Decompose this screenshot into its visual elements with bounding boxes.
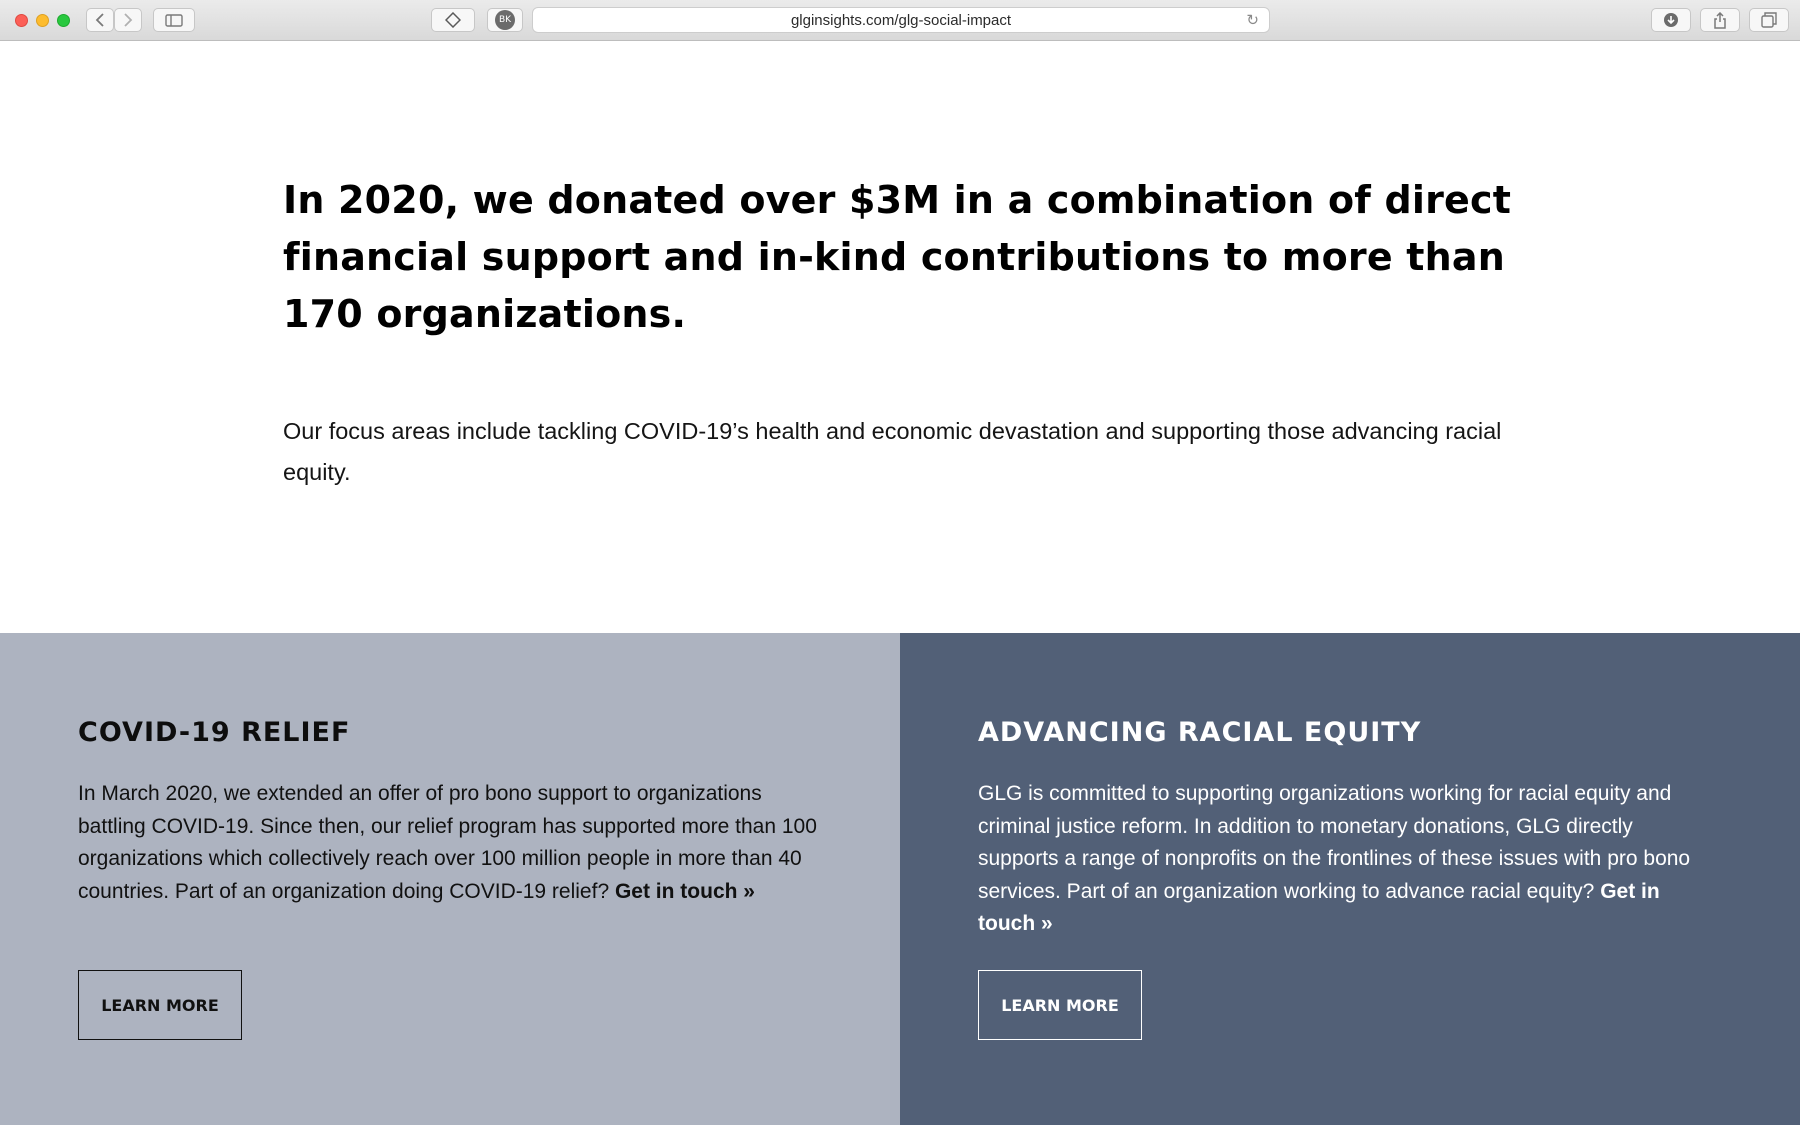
covid-relief-panel (0, 633, 900, 1125)
profile-badge-icon: BK (495, 10, 515, 30)
covid-relief-text: In March 2020, we extended an offer of pro bono support to organizations battling COVID-19. Since then, our relief program has supported more than 100 organizations which collectively reach over 100 million people in more than 40 countries. Part of an organization doing COVID-19 relief? (78, 782, 817, 903)
sidebar-toggle-button[interactable] (153, 8, 195, 32)
racial-equity-learn-more-button[interactable]: LEARN MORE (978, 970, 1142, 1040)
forward-button[interactable] (114, 8, 142, 32)
browser-toolbar (0, 0, 1800, 41)
reload-icon[interactable]: ↻ (1246, 12, 1259, 29)
racial-equity-body (978, 778, 1718, 941)
sidebar-icon (165, 14, 183, 27)
back-button[interactable] (86, 8, 114, 32)
covid-relief-title: COVID-19 RELIEF (78, 717, 351, 748)
downloads-button[interactable] (1651, 8, 1691, 32)
chevron-left-icon (95, 13, 105, 27)
tabs-overview-button[interactable] (1749, 8, 1789, 32)
minimize-window-button[interactable] (36, 14, 49, 27)
zoom-window-button[interactable] (57, 14, 70, 27)
diamond-icon (445, 12, 461, 28)
focus-areas-text: Our focus areas include tackling COVID-19’s health and economic devastation and supporting those advancing racial equity. (283, 418, 1502, 485)
racial-equity-panel (900, 633, 1800, 1125)
share-icon (1713, 12, 1727, 29)
address-bar[interactable] (532, 7, 1270, 33)
racial-equity-text: GLG is committed to supporting organizations working for racial equity and criminal justice reform. In addition to monetary donations, GLG directly supports a range of nonprofits on the frontlines of these issues with pro bono services. Part of an organization working to advance racial equity? (978, 782, 1691, 903)
profile-extension-button[interactable] (487, 8, 523, 32)
url-text: glginsights.com/glg-social-impact (790, 11, 1012, 29)
hero-section (283, 172, 1523, 493)
covid-learn-more-button[interactable]: LEARN MORE (78, 970, 242, 1040)
racial-equity-get-in-touch-link[interactable]: Get in touch » (978, 879, 1660, 935)
download-icon (1663, 12, 1679, 28)
hero-headline: In 2020, we donated over $3M in a combination of direct financial support and in-kind contributions to more than 170 organizations. (283, 178, 1512, 336)
extension-button[interactable] (431, 8, 475, 32)
chevron-right-icon (123, 13, 133, 27)
share-button[interactable] (1700, 8, 1740, 32)
covid-get-in-touch-link[interactable]: Get in touch » (614, 879, 755, 903)
close-window-button[interactable] (15, 14, 28, 27)
tabs-icon (1761, 12, 1777, 28)
covid-relief-body (78, 778, 818, 908)
racial-equity-title: ADVANCING RACIAL EQUITY (978, 717, 1422, 748)
